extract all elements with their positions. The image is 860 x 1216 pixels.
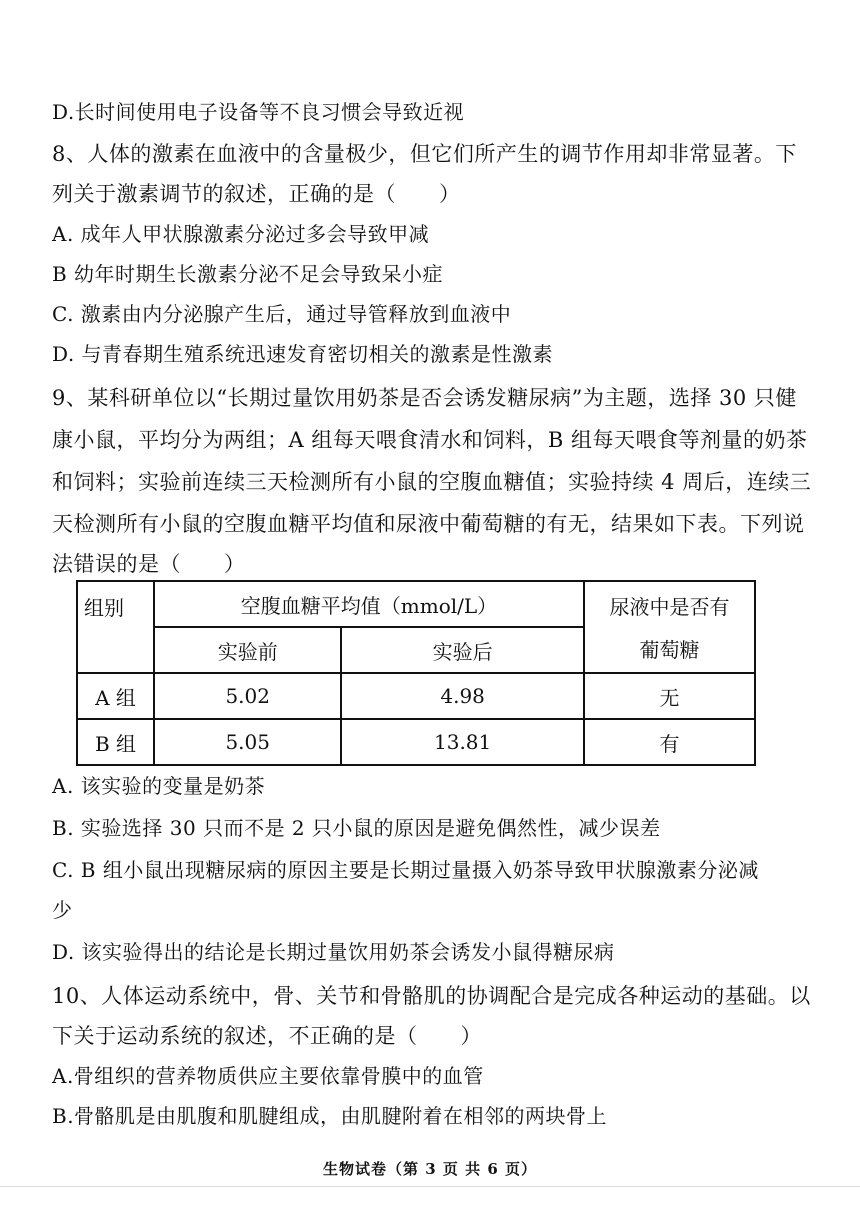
q8-option-c: C. 激素由内分泌腺产生后，通过导管释放到血液中 xyxy=(52,302,512,326)
q9-stem-line2: 康小鼠，平均分为两组；A 组每天喂食清水和饲料，B 组每天喂食等剂量的奶茶 xyxy=(52,428,808,452)
q9-option-c-line2: 少 xyxy=(52,898,73,922)
q9-stem-line1: 9、某科研单位以“长期过量饮用奶茶是否会诱发糖尿病”为主题，选择 30 只健 xyxy=(52,386,797,410)
q9-stem-line5: 法错误的是（ ） xyxy=(52,552,246,576)
results-table xyxy=(76,580,756,766)
cell-urine: 无 xyxy=(584,673,755,719)
q8-stem-line2: 列关于激素调节的叙述，正确的是（ ） xyxy=(52,182,461,206)
cell-before: 5.05 xyxy=(154,719,341,765)
cell-urine: 有 xyxy=(584,719,755,765)
cell-before: 5.02 xyxy=(154,673,341,719)
header-group: 组别 xyxy=(77,581,154,673)
q9-option-d: D. 该实验得出的结论是长期过量饮用奶茶会诱发小鼠得糖尿病 xyxy=(52,940,615,964)
q10-stem-line2: 下关于运动系统的叙述，不正确的是（ ） xyxy=(52,1024,482,1048)
q10-option-b: B.骨骼肌是由肌腹和肌腱组成，由肌腱附着在相邻的两块骨上 xyxy=(52,1104,608,1128)
page-footer: 生物试卷（第 3 页 共 6 页） xyxy=(323,1160,537,1178)
table-row xyxy=(77,719,755,765)
cell-group: B 组 xyxy=(77,719,154,765)
cell-group: A 组 xyxy=(77,673,154,719)
bottom-divider xyxy=(0,1186,860,1187)
q8-option-d: D. 与青春期生殖系统迅速发育密切相关的激素是性激素 xyxy=(52,342,554,366)
header-urine-line1: 尿液中是否有 xyxy=(609,595,730,619)
header-urine-line2: 葡萄糖 xyxy=(639,638,700,662)
q8-option-b: B 幼年时期生长激素分泌不足会导致呆小症 xyxy=(52,262,444,286)
q10-option-a: A.骨组织的营养物质供应主要依靠骨膜中的血管 xyxy=(52,1064,484,1088)
q8-stem-line1: 8、人体的激素在血液中的含量极少，但它们所产生的调节作用却非常显著。下 xyxy=(52,142,797,166)
header-glucose: 空腹血糖平均值（mmol/L） xyxy=(154,581,584,627)
header-before: 实验前 xyxy=(154,627,341,673)
q9-option-a: A. 该实验的变量是奶茶 xyxy=(52,774,266,798)
q9-option-c-line1: C. B 组小鼠出现糖尿病的原因主要是长期过量摄入奶茶导致甲状腺激素分泌减 xyxy=(52,858,759,882)
q9-stem-line3: 和饲料；实验前连续三天检测所有小鼠的空腹血糖值；实验持续 4 周后，连续三 xyxy=(52,470,812,494)
q9-stem-line4: 天检测所有小鼠的空腹血糖平均值和尿液中葡萄糖的有无，结果如下表。下列说 xyxy=(52,512,805,536)
q10-stem-line1: 10、人体运动系统中，骨、关节和骨骼肌的协调配合是完成各种运动的基础。以 xyxy=(52,984,811,1008)
table-header-row xyxy=(77,581,755,627)
header-urine xyxy=(584,581,755,673)
table-row xyxy=(77,673,755,719)
q7-option-d: D.长时间使用电子设备等不良习惯会导致近视 xyxy=(52,100,465,124)
header-after: 实验后 xyxy=(341,627,584,673)
q8-option-a: A. 成年人甲状腺激素分泌过多会导致甲减 xyxy=(52,222,430,246)
cell-after: 13.81 xyxy=(341,719,584,765)
cell-after: 4.98 xyxy=(341,673,584,719)
q9-option-b: B. 实验选择 30 只而不是 2 只小鼠的原因是避免偶然性，减少误差 xyxy=(52,816,661,840)
